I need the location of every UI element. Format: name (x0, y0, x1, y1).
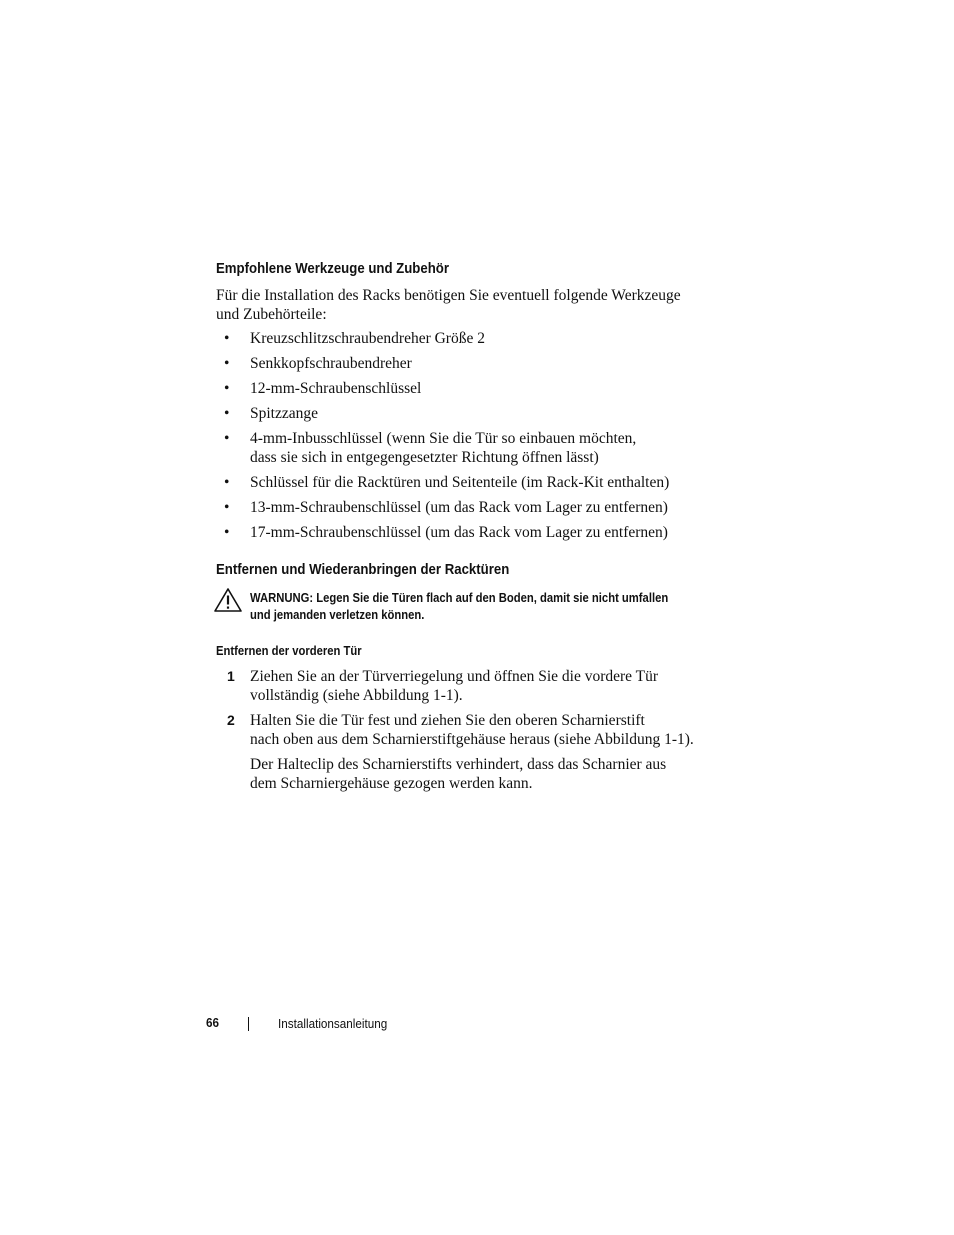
step-text (250, 667, 720, 705)
bullet-icon: • (224, 474, 230, 491)
tools-list (216, 329, 669, 548)
bullet-icon: • (224, 380, 230, 397)
bullet-icon: • (224, 524, 230, 541)
intro-paragraph (216, 286, 706, 324)
warning-text: Legen Sie die Türen flach auf den Boden, damit sie nicht umfallen (316, 591, 669, 605)
list-item-text: 4-mm-Inbusschlüssel (wenn Sie die Tür so einbauen möchten, (250, 430, 637, 447)
bullet-icon: • (224, 330, 230, 347)
list-item-text: Kreuzschlitzschraubendreher Größe 2 (250, 330, 485, 347)
warning-label: WARNUNG: (250, 591, 314, 605)
intro-line: und Zubehörteile: (216, 306, 327, 323)
list-item (216, 329, 669, 348)
step-note (250, 755, 720, 793)
list-item (216, 498, 669, 517)
footer-divider (248, 1017, 249, 1031)
note-line: dem Scharniergehäuse gezogen werden kann. (250, 775, 533, 792)
list-item (216, 473, 669, 492)
bullet-icon: • (224, 430, 230, 447)
subheading-front-door: Entfernen der vorderen Tür (216, 644, 362, 658)
list-item (216, 404, 669, 423)
step-text (250, 711, 720, 749)
list-item-text: Senkkopfschraubendreher (250, 355, 412, 372)
warning-line (250, 590, 668, 607)
warning-notice (250, 590, 668, 624)
list-item-text: Spitzzange (250, 405, 319, 422)
step-line: Halten Sie die Tür fest und ziehen Sie den oberen Scharnierstift (250, 712, 645, 729)
step-line: Ziehen Sie an der Türverriegelung und öffnen Sie die vordere Tür (250, 668, 659, 685)
section-heading-doors: Entfernen und Wiederanbringen der Racktüren (216, 561, 510, 578)
step-line: vollständig (siehe Abbildung 1-1). (250, 687, 463, 704)
list-item (216, 354, 669, 373)
bullet-icon: • (224, 405, 230, 422)
intro-line: Für die Installation des Racks benötigen Sie eventuell folgende Werkzeuge (216, 287, 681, 304)
step-line: nach oben aus dem Scharnierstiftgehäuse heraus (siehe Abbildung 1-1). (250, 731, 694, 748)
list-item-text: Schlüssel für die Racktüren und Seitenteile (im Rack-Kit enthalten) (250, 474, 670, 491)
section-heading-tools: Empfohlene Werkzeuge und Zubehör (216, 260, 449, 277)
bullet-icon: • (224, 499, 230, 516)
note-line: Der Halteclip des Scharnierstifts verhindert, dass das Scharnier aus (250, 756, 667, 773)
list-item (216, 429, 669, 467)
list-item-text: dass sie sich in entgegengesetzter Richtung öffnen lässt) (250, 449, 599, 466)
list-item-text: 13-mm-Schraubenschlüssel (um das Rack vom Lager zu entfernen) (250, 499, 668, 516)
list-item-text: 12-mm-Schraubenschlüssel (250, 380, 422, 397)
list-item (216, 379, 669, 398)
step-number: 2 (227, 712, 235, 728)
warning-line: und jemanden verletzen können. (250, 608, 425, 622)
footer-title: Installationsanleitung (278, 1016, 388, 1031)
step-number: 1 (227, 668, 235, 684)
page-number: 66 (206, 1015, 220, 1030)
list-item (216, 523, 669, 542)
warning-triangle-icon (213, 587, 243, 613)
list-item-text: 17-mm-Schraubenschlüssel (um das Rack vom Lager zu entfernen) (250, 524, 668, 541)
bullet-icon: • (224, 355, 230, 372)
